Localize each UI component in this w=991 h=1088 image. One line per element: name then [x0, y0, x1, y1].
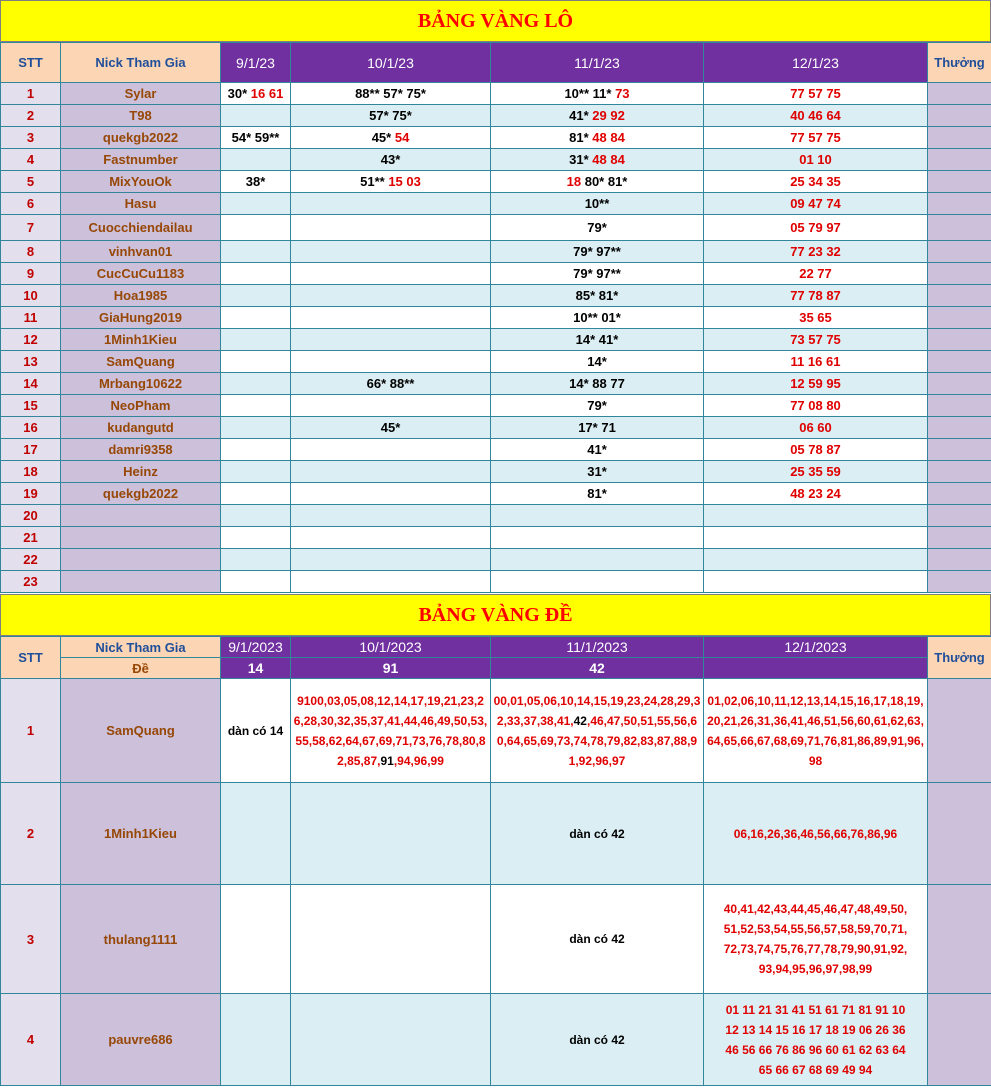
de-cell-hit: 42	[573, 713, 587, 728]
lo-stt: 20	[1, 505, 61, 527]
lo-thuong	[928, 285, 991, 307]
lo-stt: 14	[1, 373, 61, 395]
de-nick: pauvre686	[61, 994, 221, 1086]
de-cell-hit: 91	[380, 753, 394, 768]
lo-cell-date-3	[491, 461, 704, 483]
de-cell-date-1	[221, 994, 291, 1086]
lo-cell-win: 54	[394, 130, 410, 145]
lo-cell-date-4: 73 57 75	[704, 329, 928, 351]
de-header-de: Đề	[61, 658, 221, 679]
de-header-nick: Nick Tham Gia	[61, 637, 221, 658]
lo-cell-pick: 10**	[584, 196, 610, 211]
lo-cell-win: 73	[615, 86, 630, 101]
lo-cell-date-4: 06 60	[704, 417, 928, 439]
lo-cell-date-3	[491, 307, 704, 329]
lo-cell-date-2	[291, 527, 491, 549]
lo-cell-date-2	[291, 373, 491, 395]
lo-cell-win: 16 61	[250, 86, 284, 101]
lo-nick: kudangutd	[61, 417, 221, 439]
lo-cell-date-2	[291, 351, 491, 373]
lo-thuong	[928, 461, 991, 483]
de-table-row	[1, 783, 991, 885]
de-result-1: 14	[221, 658, 291, 679]
lo-thuong	[928, 483, 991, 505]
lo-cell-pick: 14* 41*	[575, 332, 619, 347]
lo-nick: Heinz	[61, 461, 221, 483]
lo-cell-date-2	[291, 571, 491, 593]
de-cell-date-3	[491, 885, 704, 994]
de-cell-numbers: ,46,47,50,51,55,56,60,64,65,69,73,74,78,79,82,83,87,88,91,92,96,97	[496, 713, 698, 768]
lo-cell-date-1	[221, 527, 291, 549]
lo-cell-date-4: 01 10	[704, 149, 928, 171]
lo-stt: 6	[1, 193, 61, 215]
lo-table-row	[1, 215, 991, 241]
de-header-thuong: Thưởng	[928, 637, 991, 679]
lo-cell-date-4	[704, 527, 928, 549]
de-cell-date-1	[221, 885, 291, 994]
lo-cell-date-4	[704, 549, 928, 571]
lo-stt: 4	[1, 149, 61, 171]
lo-stt: 8	[1, 241, 61, 263]
de-table-row	[1, 994, 991, 1086]
lo-cell-date-1	[221, 263, 291, 285]
lo-cell-date-2	[291, 461, 491, 483]
lo-thuong	[928, 105, 991, 127]
lo-cell-pick: 17* 71	[578, 420, 616, 435]
lo-stt: 21	[1, 527, 61, 549]
de-cell-numbers: 00,01,05,06,10,14,15,19,23,24,28,29,32,33,37,38,41,	[493, 693, 701, 728]
lo-cell-date-2	[291, 395, 491, 417]
lo-thuong	[928, 241, 991, 263]
de-nick: 1Minh1Kieu	[61, 783, 221, 885]
lo-cell-pick: 88** 57* 75*	[355, 86, 426, 101]
de-cell-date-3	[491, 679, 704, 783]
lo-cell-date-2	[291, 417, 491, 439]
de-cell-date-1: dàn có 14	[221, 679, 291, 783]
lo-cell-date-3	[491, 241, 704, 263]
lo-header-nick: Nick Tham Gia	[61, 43, 221, 83]
lo-nick	[61, 505, 221, 527]
lo-cell-date-3	[491, 263, 704, 285]
lo-stt: 17	[1, 439, 61, 461]
lo-stt: 19	[1, 483, 61, 505]
de-nick: thulang1111	[61, 885, 221, 994]
de-stt: 3	[1, 885, 61, 994]
lo-cell-date-4: 40 46 64	[704, 105, 928, 127]
lo-stt: 10	[1, 285, 61, 307]
de-table-row	[1, 679, 991, 783]
lo-cell-date-4: 05 78 87	[704, 439, 928, 461]
lo-cell-pick: 66* 88**	[366, 376, 415, 391]
lo-cell-date-3	[491, 351, 704, 373]
lo-nick: Cuocchiendailau	[61, 215, 221, 241]
de-cell-date-2	[291, 885, 491, 994]
de-thuong	[928, 994, 991, 1086]
lo-stt: 22	[1, 549, 61, 571]
lo-thuong	[928, 549, 991, 571]
lo-cell-pick: 79* 97**	[573, 244, 621, 259]
de-result-4	[704, 658, 928, 679]
lo-cell-date-2	[291, 549, 491, 571]
lo-cell-date-2	[291, 439, 491, 461]
de-title: BẢNG VÀNG ĐỀ	[418, 603, 573, 626]
lo-thuong	[928, 193, 991, 215]
lo-cell-date-3	[491, 527, 704, 549]
lo-cell-date-4: 77 57 75	[704, 127, 928, 149]
lo-cell-date-1	[221, 149, 291, 171]
lo-cell-date-1	[221, 285, 291, 307]
lo-cell-date-3	[491, 395, 704, 417]
lo-cell-date-3	[491, 149, 704, 171]
de-cell-text: dàn có 42	[569, 1032, 625, 1047]
lo-cell-pick: 38*	[245, 174, 266, 189]
lo-cell-date-3	[491, 549, 704, 571]
lo-table-row	[1, 373, 991, 395]
lo-cell-pick: 85* 81*	[575, 288, 619, 303]
lo-cell-date-4	[704, 571, 928, 593]
lo-cell-date-4: 77 23 32	[704, 241, 928, 263]
lo-table-row	[1, 127, 991, 149]
de-result-2: 91	[291, 658, 491, 679]
lo-nick: vinhvan01	[61, 241, 221, 263]
lo-cell-date-4: 48 23 24	[704, 483, 928, 505]
lo-table-row	[1, 263, 991, 285]
lo-cell-pick: 41*	[569, 108, 589, 123]
lo-cell-pick: 79*	[587, 220, 607, 235]
lo-thuong	[928, 171, 991, 193]
lo-stt: 16	[1, 417, 61, 439]
lo-stt: 11	[1, 307, 61, 329]
lo-cell-pick: 80* 81*	[584, 174, 628, 189]
lo-cell-win: 29 92	[592, 108, 625, 123]
de-header-date-4: 12/1/2023	[704, 637, 928, 658]
lo-table-row	[1, 83, 991, 105]
lo-cell-date-3	[491, 215, 704, 241]
lo-cell-date-4: 25 34 35	[704, 171, 928, 193]
lo-table-row	[1, 285, 991, 307]
lo-cell-date-1	[221, 171, 291, 193]
lo-nick: quekgb2022	[61, 127, 221, 149]
lo-cell-win: 48 84	[592, 152, 625, 167]
lo-thuong	[928, 571, 991, 593]
de-cell-numbers: 9100,03,05,08,12,14,17,19,21,23,26,28,30,32,35,37,41,44,46,49,50,53,55,58,62,64,67,69,71,73,76,78,80,82,85,87,	[293, 693, 488, 768]
lo-cell-pick: 81*	[587, 486, 607, 501]
lo-cell-date-2	[291, 483, 491, 505]
lo-cell-date-2	[291, 171, 491, 193]
lo-nick	[61, 527, 221, 549]
lo-cell-date-3	[491, 127, 704, 149]
lo-cell-date-1	[221, 351, 291, 373]
lo-stt: 7	[1, 215, 61, 241]
lo-cell-pick: 79*	[587, 398, 607, 413]
lo-nick: 1Minh1Kieu	[61, 329, 221, 351]
lo-nick: CucCuCu1183	[61, 263, 221, 285]
lo-nick	[61, 571, 221, 593]
lo-cell-date-3	[491, 417, 704, 439]
lo-cell-date-4: 09 47 74	[704, 193, 928, 215]
lo-cell-date-4: 25 35 59	[704, 461, 928, 483]
de-stt: 1	[1, 679, 61, 783]
lo-cell-date-1	[221, 483, 291, 505]
lo-cell-date-3	[491, 439, 704, 461]
de-cell-date-2	[291, 783, 491, 885]
lo-cell-date-4: 22 77	[704, 263, 928, 285]
de-header-stt: STT	[1, 637, 61, 679]
de-thuong	[928, 679, 991, 783]
lo-cell-pick: 41*	[587, 442, 607, 457]
lo-header-date-1: 9/1/23	[221, 43, 291, 83]
lo-header-stt: STT	[1, 43, 61, 83]
lo-thuong	[928, 439, 991, 461]
de-nick: SamQuang	[61, 679, 221, 783]
lo-cell-date-2	[291, 263, 491, 285]
lo-cell-win: 15 03	[388, 174, 421, 189]
de-cell-date-4: 06,16,26,36,46,56,66,76,86,96	[704, 783, 928, 885]
lo-thuong	[928, 527, 991, 549]
lo-table-row	[1, 105, 991, 127]
lo-thuong	[928, 351, 991, 373]
lo-header-date-2: 10/1/23	[291, 43, 491, 83]
lo-table-row	[1, 527, 991, 549]
lo-nick: SamQuang	[61, 351, 221, 373]
lo-cell-date-1	[221, 193, 291, 215]
lo-thuong	[928, 83, 991, 105]
lo-cell-date-1	[221, 105, 291, 127]
lo-nick: Sylar	[61, 83, 221, 105]
lo-nick: MixYouOk	[61, 171, 221, 193]
lo-nick: Fastnumber	[61, 149, 221, 171]
lo-cell-date-1	[221, 505, 291, 527]
lo-cell-date-2	[291, 285, 491, 307]
lo-table	[0, 42, 991, 593]
lo-cell-date-1	[221, 461, 291, 483]
lo-cell-date-3	[491, 285, 704, 307]
de-cell-date-2	[291, 679, 491, 783]
lo-nick: quekgb2022	[61, 483, 221, 505]
lo-thuong	[928, 505, 991, 527]
lo-cell-date-3	[491, 571, 704, 593]
lo-cell-date-2	[291, 105, 491, 127]
lo-stt: 2	[1, 105, 61, 127]
de-cell-date-4: 01 11 21 31 41 51 61 71 81 91 10 12 13 14 15 16 17 18 19 06 26 36 46 56 66 76 86 96 60 61 62 63 64 65 66 67 68 69 49 94	[704, 994, 928, 1086]
lo-cell-date-4: 77 78 87	[704, 285, 928, 307]
lo-table-row	[1, 483, 991, 505]
de-cell-date-3	[491, 783, 704, 885]
lo-cell-date-2	[291, 215, 491, 241]
lo-nick: GiaHung2019	[61, 307, 221, 329]
de-stt: 2	[1, 783, 61, 885]
lo-nick: Hoa1985	[61, 285, 221, 307]
lo-cell-date-2	[291, 505, 491, 527]
lo-stt: 12	[1, 329, 61, 351]
lo-table-row	[1, 329, 991, 351]
lo-cell-win: 48 84	[592, 130, 625, 145]
lo-cell-date-1	[221, 83, 291, 105]
lo-title: BẢNG VÀNG LÔ	[417, 9, 574, 32]
lo-table-row	[1, 417, 991, 439]
de-result-3: 42	[491, 658, 704, 679]
lo-table-row	[1, 171, 991, 193]
lo-cell-date-3	[491, 171, 704, 193]
lo-cell-pick: 31*	[569, 152, 589, 167]
lo-cell-pick: 79* 97**	[573, 266, 621, 281]
lo-cell-date-4: 35 65	[704, 307, 928, 329]
lo-table-row	[1, 395, 991, 417]
lo-thuong	[928, 395, 991, 417]
de-cell-numbers: ,94,96,99	[393, 753, 444, 768]
lo-cell-date-1	[221, 329, 291, 351]
de-cell-date-4: 01,02,06,10,11,12,13,14,15,16,17,18,19,20,21,26,31,36,41,46,51,56,60,61,62,63,64,65,66,67,68,69,71,76,81,86,89,91,96,98	[704, 679, 928, 783]
lo-thuong	[928, 215, 991, 241]
de-thuong	[928, 885, 991, 994]
lo-cell-date-1	[221, 215, 291, 241]
lo-cell-date-2	[291, 149, 491, 171]
lo-cell-pick: 10** 11*	[564, 86, 612, 101]
lo-thuong	[928, 417, 991, 439]
lo-thuong	[928, 307, 991, 329]
lo-cell-win-pre: 18	[566, 174, 582, 189]
de-title-banner	[0, 594, 991, 636]
lo-cell-date-2	[291, 329, 491, 351]
lo-cell-date-3	[491, 505, 704, 527]
lo-header-date-3: 11/1/23	[491, 43, 704, 83]
lo-cell-date-3	[491, 373, 704, 395]
lo-cell-pick: 81*	[569, 130, 589, 145]
lo-cell-date-1	[221, 373, 291, 395]
lo-thuong	[928, 127, 991, 149]
de-cell-date-3	[491, 994, 704, 1086]
lo-cell-date-4	[704, 505, 928, 527]
lo-cell-date-2	[291, 241, 491, 263]
lo-cell-date-1	[221, 571, 291, 593]
de-cell-text: dàn có 42	[569, 826, 625, 841]
lo-cell-date-3	[491, 83, 704, 105]
lo-nick: damri9358	[61, 439, 221, 461]
lo-table-row	[1, 439, 991, 461]
lo-cell-date-1	[221, 307, 291, 329]
lo-header-date-4: 12/1/23	[704, 43, 928, 83]
lo-cell-date-3	[491, 329, 704, 351]
lo-cell-pick: 30*	[227, 86, 248, 101]
lo-thuong	[928, 263, 991, 285]
lo-cell-date-4: 77 08 80	[704, 395, 928, 417]
lo-cell-date-1	[221, 395, 291, 417]
lo-cell-date-2	[291, 307, 491, 329]
lo-cell-pick: 57* 75*	[369, 108, 412, 123]
lo-cell-pick: 10** 01*	[573, 310, 621, 325]
lo-cell-pick: 14* 88 77	[569, 376, 625, 391]
lo-cell-pick: 54* 59**	[231, 130, 280, 145]
lo-stt: 23	[1, 571, 61, 593]
de-cell-date-2	[291, 994, 491, 1086]
lo-table-row	[1, 571, 991, 593]
lo-cell-date-2	[291, 127, 491, 149]
lo-nick	[61, 549, 221, 571]
lo-thuong	[928, 149, 991, 171]
de-stt: 4	[1, 994, 61, 1086]
de-cell-date-4: 40,41,42,43,44,45,46,47,48,49,50,51,52,53,54,55,56,57,58,59,70,71,72,73,74,75,76,77,78,79,90,91,92,93,94,95,96,97,98,99	[704, 885, 928, 994]
lo-cell-date-4: 11 16 61	[704, 351, 928, 373]
de-table	[0, 636, 991, 1086]
lo-cell-pick: 51**	[360, 174, 385, 189]
lo-stt: 9	[1, 263, 61, 285]
lo-cell-date-1	[221, 549, 291, 571]
lo-cell-date-2	[291, 193, 491, 215]
lo-table-row	[1, 549, 991, 571]
de-header-date-3: 11/1/2023	[491, 637, 704, 658]
de-header-date-2: 10/1/2023	[291, 637, 491, 658]
lo-stt: 3	[1, 127, 61, 149]
de-thuong	[928, 783, 991, 885]
lo-cell-date-1	[221, 241, 291, 263]
de-table-row	[1, 885, 991, 994]
lo-table-row	[1, 351, 991, 373]
lo-thuong	[928, 329, 991, 351]
lo-cell-date-4: 12 59 95	[704, 373, 928, 395]
lo-cell-pick: 31*	[587, 464, 607, 479]
lo-stt: 18	[1, 461, 61, 483]
lo-cell-date-1	[221, 439, 291, 461]
lo-cell-date-3	[491, 105, 704, 127]
lo-title-banner	[0, 0, 991, 42]
lo-table-row	[1, 149, 991, 171]
lo-thuong	[928, 373, 991, 395]
lo-header-thuong: Thưởng	[928, 43, 991, 83]
lo-table-row	[1, 307, 991, 329]
lo-cell-date-2	[291, 83, 491, 105]
lo-table-row	[1, 241, 991, 263]
de-cell-text: dàn có 42	[569, 932, 625, 946]
lo-cell-date-4: 05 79 97	[704, 215, 928, 241]
lo-table-row	[1, 193, 991, 215]
lo-table-row	[1, 505, 991, 527]
lo-cell-date-3	[491, 193, 704, 215]
lo-cell-pick: 43*	[380, 152, 401, 167]
lo-nick: NeoPham	[61, 395, 221, 417]
lo-cell-pick: 45*	[371, 130, 392, 145]
lo-stt: 13	[1, 351, 61, 373]
lo-table-row	[1, 461, 991, 483]
lo-stt: 1	[1, 83, 61, 105]
lo-nick: T98	[61, 105, 221, 127]
lo-stt: 5	[1, 171, 61, 193]
lo-nick: Mrbang10622	[61, 373, 221, 395]
lo-stt: 15	[1, 395, 61, 417]
lo-nick: Hasu	[61, 193, 221, 215]
lo-cell-date-3	[491, 483, 704, 505]
lo-cell-pick: 45*	[380, 420, 401, 435]
lo-cell-date-4: 77 57 75	[704, 83, 928, 105]
lo-cell-pick: 14*	[587, 354, 607, 369]
de-header-date-1: 9/1/2023	[221, 637, 291, 658]
lo-cell-date-1	[221, 417, 291, 439]
lo-cell-date-1	[221, 127, 291, 149]
de-cell-date-1	[221, 783, 291, 885]
